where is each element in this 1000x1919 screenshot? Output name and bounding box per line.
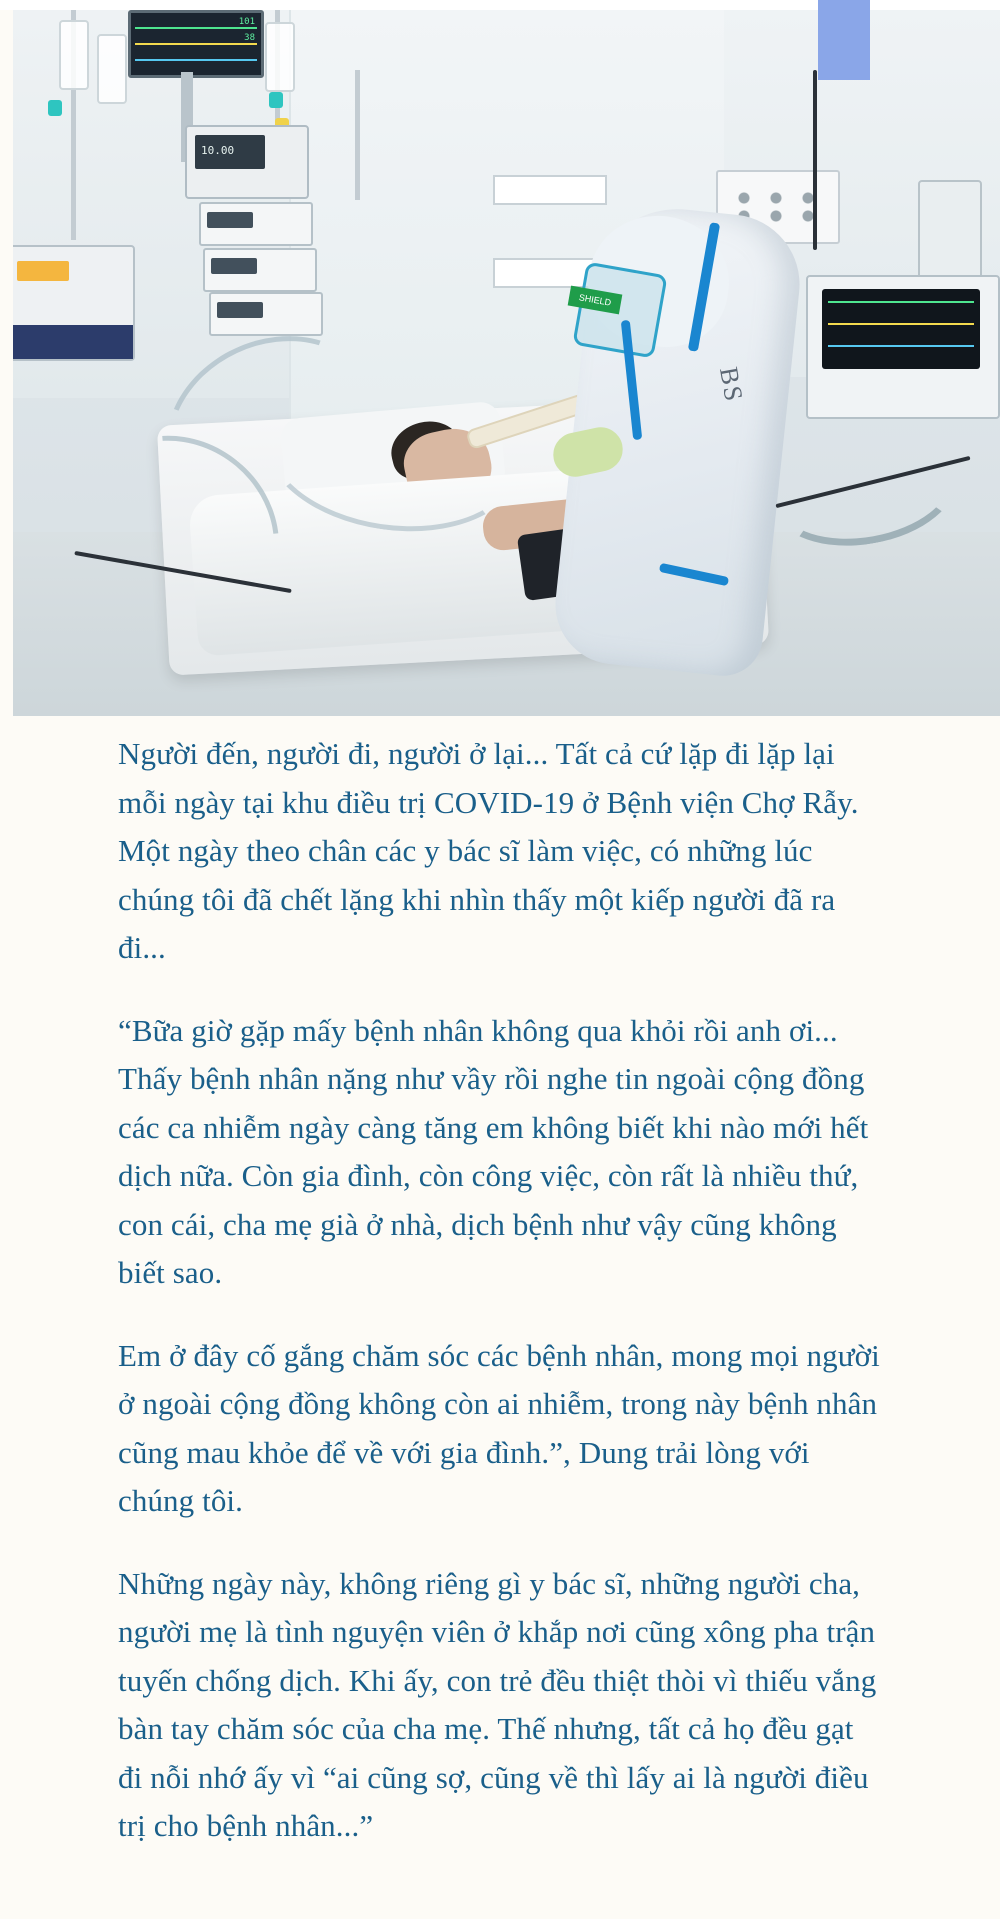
infusion-pump-3: [209, 292, 323, 336]
iv-bag-2: [97, 34, 127, 104]
wall-sign-upper: [493, 175, 607, 205]
ventilator-display: [195, 135, 265, 169]
equipment-base-band: [13, 325, 133, 359]
blue-accent-tab: [818, 0, 870, 80]
ppe-back-text: BS: [714, 364, 749, 406]
equipment-led-readout: [17, 261, 69, 281]
hero-photo: [13, 10, 1000, 716]
face-shield-visor: [572, 262, 667, 359]
article-paragraph: Những ngày này, không riêng gì y bác sĩ, những người cha, người mẹ là tình nguyện viên ở khắp nơi cũng xông pha trận tuyến chống dịch. Khi ấy, con trẻ đều thiệt thòi vì thiếu vắng bàn tay chăm sóc của cha mẹ. Thế nhưng, tất cả họ đều gạt đi nỗi nhớ ấy vì “ai cũng sợ, cũng về thì lấy ai là người điều trị cho bệnh nhân...”: [118, 1565, 877, 1843]
article-paragraph: Người đến, người đi, người ở lại... Tất cả cứ lặp đi lặp lại mỗi ngày tại khu điều trị COVID-19 ở Bệnh viện Chợ Rẫy. Một ngày theo chân các y bác sĩ làm việc, có những lúc chúng tôi đã chết lặng khi nhìn thấy một kiếp người đã ra đi...: [118, 736, 859, 965]
face-shield-label: SHIELD: [568, 286, 623, 315]
iv-pole-c: [355, 70, 360, 200]
resp-trace: [135, 59, 257, 61]
right-trace-3: [828, 345, 974, 347]
tube-cap-teal-1: [48, 100, 62, 116]
right-patient-monitor: [806, 275, 1000, 419]
ecg-trace: [135, 27, 257, 29]
article-paragraph: “Bữa giờ gặp mấy bệnh nhân không qua khỏi rồi anh ơi... Thấy bệnh nhân nặng như vầy rồi nghe tin ngoài cộng đồng các ca nhiễm ngày càng tăng em không biết khi nào mới hết dịch nữa. Còn gia đình, còn công việc, còn rất là nhiều thứ, con cái, cha mẹ già ở nhà, dịch bệnh như vậy cũng không biết sao.: [118, 1012, 869, 1290]
spo2-trace: [135, 43, 257, 45]
tube-cap-teal-2: [269, 92, 283, 108]
ventilator-value: 10.00: [201, 144, 235, 157]
monitor-reading-secondary: 38: [244, 33, 255, 43]
infusion-pump-2: [203, 248, 317, 292]
right-trace-1: [828, 301, 974, 303]
monitor-reading-primary: 101: [238, 17, 255, 27]
right-trace-2: [828, 323, 974, 325]
patient-monitor-screen: [128, 10, 264, 78]
infusion-pump-1: [199, 202, 313, 246]
article-paragraph: Em ở đây cố gắng chăm sóc các bệnh nhân, mong mọi người ở ngoài cộng đồng không còn ai nhiễm, trong này bệnh nhân cũng mau khỏe để về với gia đình.”, Dung trải lòng với chúng tôi.: [118, 1337, 880, 1518]
ventilator-unit: [185, 125, 309, 199]
article-body: [0, 716, 1000, 1885]
photo-scene: [13, 10, 1000, 716]
left-equipment-cart: [13, 245, 135, 361]
iv-bag-3: [265, 22, 295, 92]
iv-bag-1: [59, 20, 89, 90]
right-monitor-screen: [822, 289, 980, 369]
wall-cable-1: [813, 70, 817, 250]
